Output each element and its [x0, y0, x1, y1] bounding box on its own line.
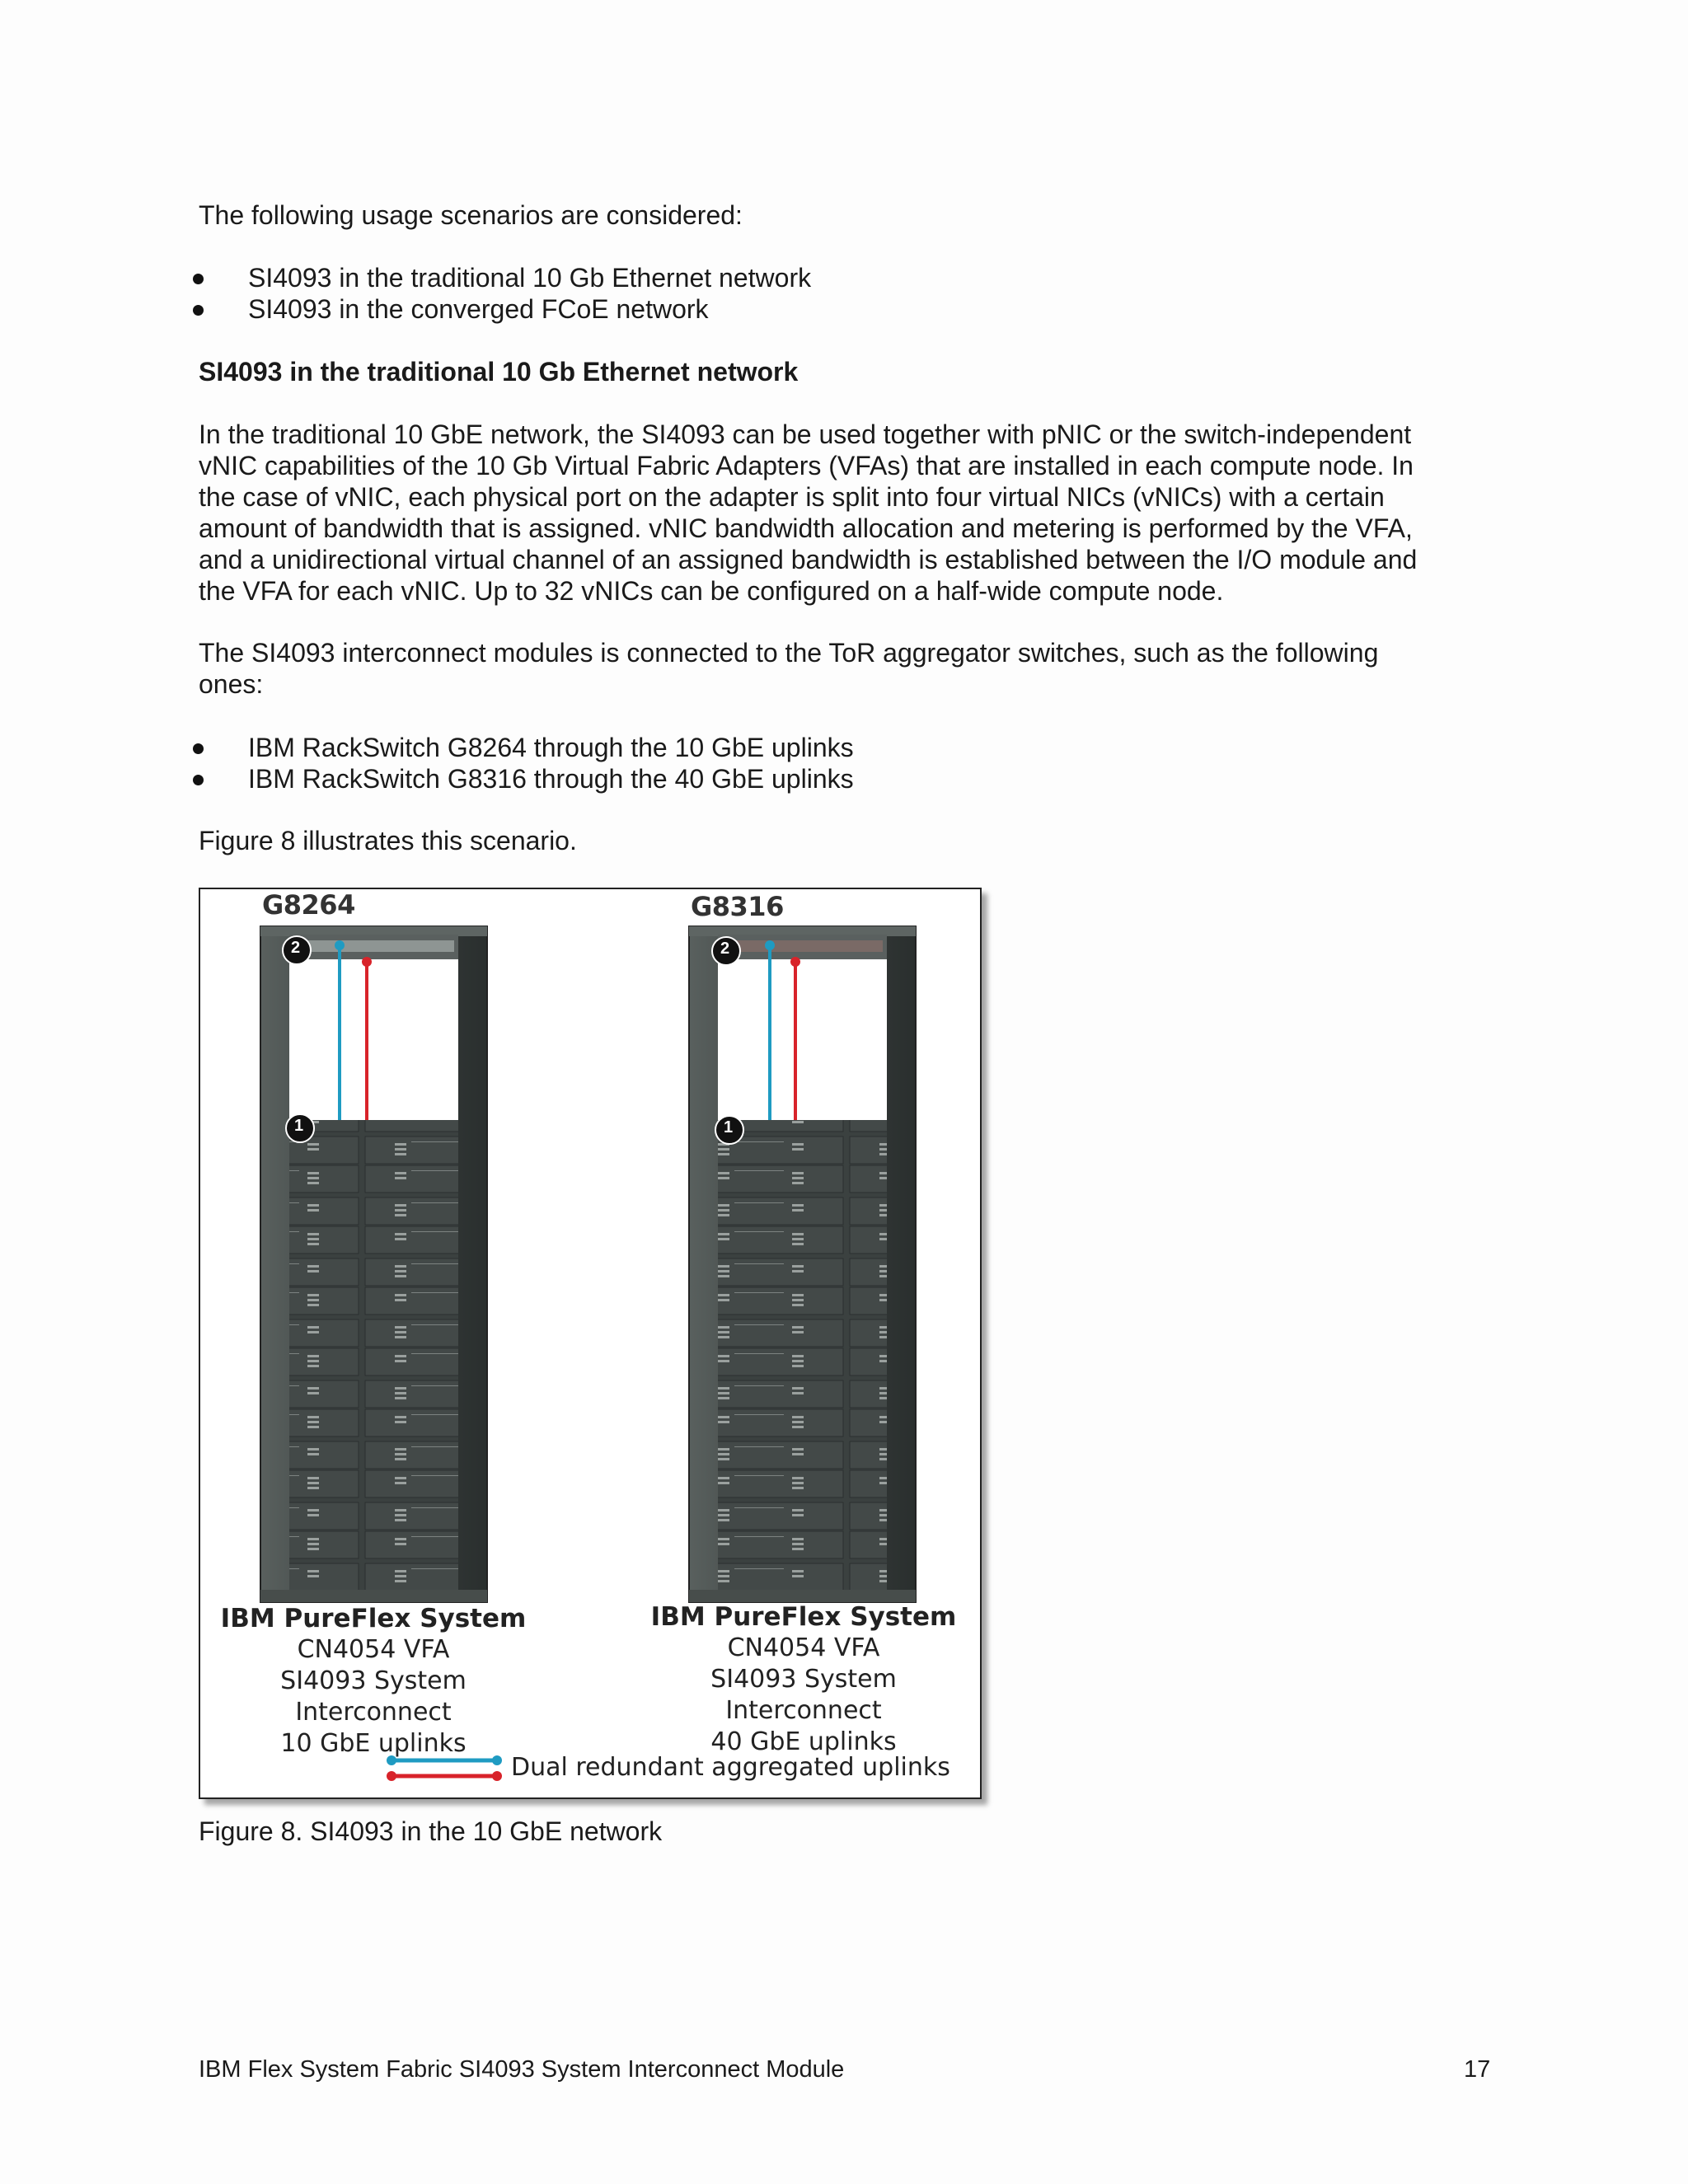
marker-label: 2: [720, 940, 730, 958]
left-rack: [260, 926, 487, 1602]
paragraph-interconnect: The SI4093 interconnect modules is connected to the ToR aggregator switches, such as the following ones:: [199, 638, 1379, 699]
marker-label: 1: [724, 1118, 734, 1137]
footer-title: IBM Flex System Fabric SI4093 System Interconnect Module: [199, 2056, 845, 2083]
figure-caption: Figure 8. SI4093 in the 10 GbE network: [199, 1816, 663, 1846]
bullet-icon: [193, 305, 204, 316]
scenario-list: [190, 262, 811, 325]
rack-title-left: G8264: [262, 889, 355, 921]
rack-title-right: G8316: [691, 891, 784, 922]
rack-caption-left: IBM PureFlex System CN4054 VFA SI4093 System Interconnect 10 GbE uplinks: [220, 1604, 527, 1758]
page-number: 17: [1464, 2056, 1491, 2083]
list-item: SI4093 in the traditional 10 Gb Ethernet network: [190, 262, 811, 293]
list-item: SI4093 in the converged FCoE network: [190, 293, 811, 325]
bullet-icon: [193, 274, 204, 284]
right-rack: [689, 926, 916, 1602]
figure-intro: Figure 8 illustrates this scenario.: [199, 826, 577, 855]
marker-label: 1: [294, 1117, 304, 1135]
list-item: IBM RackSwitch G8316 through the 40 GbE uplinks: [190, 763, 854, 794]
marker-label: 2: [291, 939, 301, 957]
legend-label: Dual redundant aggregated uplinks: [511, 1753, 950, 1782]
paragraph-vnic: In the traditional 10 GbE network, the SI4093 can be used together with pNIC or the switch-independent vNIC capabilities of the 10 Gb Virtual Fabric Adapters (VFAs) that are installed in each compute node. In the case of vNIC, each physical port on the adapter is split into four virtual NICs (vNICs) with a certain amount of bandwidth that is assigned. vNIC bandwidth allocation and metering is performed by the VFA, and a unidirectional virtual channel of an assigned bandwidth is established between the I/O module and the VFA for each vNIC. Up to 32 vNICs can be configured on a half-wide compute node.: [199, 419, 1418, 606]
rack-caption-right: IBM PureFlex System CN4054 VFA SI4093 System Interconnect 40 GbE uplinks: [650, 1602, 957, 1756]
list-item: IBM RackSwitch G8264 through the 10 GbE uplinks: [190, 732, 854, 763]
bullet-icon: [193, 775, 204, 785]
figure-8: [199, 888, 982, 1799]
intro-text: The following usage scenarios are considered:: [199, 200, 743, 230]
bullet-icon: [193, 743, 204, 754]
section-heading: SI4093 in the traditional 10 Gb Ethernet network: [199, 357, 799, 387]
switch-list: [190, 732, 854, 794]
